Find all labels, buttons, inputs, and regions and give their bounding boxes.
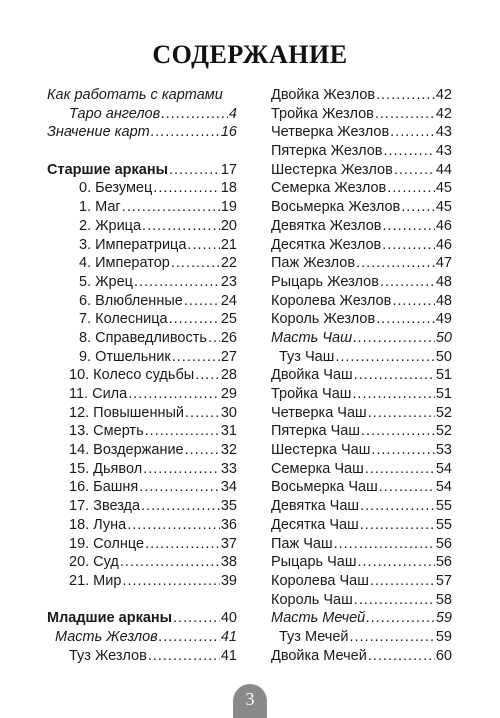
- toc-entry-page: 31: [220, 423, 237, 440]
- toc-leader-dots: [371, 441, 435, 460]
- toc-entry-title: Масть Жезлов: [55, 628, 158, 645]
- toc-entry-page: 36: [220, 516, 237, 533]
- toc-entry-page: 35: [220, 498, 237, 515]
- toc-leader-dots: [361, 422, 435, 441]
- toc-entry-title: Паж Чаш: [271, 535, 333, 552]
- toc-leader-dots: [368, 647, 435, 666]
- toc-entry-title: Семерка Жезлов: [271, 180, 387, 197]
- toc-entry[interactable]: [47, 198, 237, 217]
- toc-entry-title: 17. Звезда: [69, 498, 141, 515]
- toc-entry-title: 4. Император: [79, 255, 170, 272]
- toc-entry[interactable]: [271, 161, 452, 180]
- toc-entry-page: 50: [435, 329, 452, 346]
- toc-entry-title: 16. Башня: [69, 479, 139, 496]
- toc-entry-title: 13. Смерть: [69, 423, 144, 440]
- toc-entry[interactable]: [271, 647, 452, 666]
- toc-entry-title: Король Жезлов: [271, 311, 376, 328]
- toc-entry-page: 54: [435, 479, 452, 496]
- toc-spacer: [47, 142, 237, 161]
- toc-entry-title: Рыцарь Жезлов: [271, 273, 379, 290]
- toc-entry-title: 6. Влюбленные: [79, 292, 183, 309]
- toc-entry-page: 20: [220, 217, 237, 234]
- toc-entry[interactable]: [271, 198, 452, 217]
- toc-entry[interactable]: [47, 609, 237, 628]
- toc-leader-dots: [365, 460, 435, 479]
- toc-entry[interactable]: [47, 478, 237, 497]
- toc-entry-page: 56: [435, 535, 452, 552]
- toc-entry-title: Четверка Чаш: [271, 404, 367, 421]
- toc-leader-dots: [360, 497, 435, 516]
- page-number-badge: 3: [233, 684, 267, 718]
- toc-entry-title: Пятерка Жезлов: [271, 143, 383, 160]
- toc-entry-page: 43: [435, 143, 452, 160]
- toc-entry[interactable]: [47, 310, 237, 329]
- toc-entry-page: 37: [220, 535, 237, 552]
- toc-entry-title: Таро ангелов: [69, 105, 161, 122]
- toc-entry-title: 21. Мир: [69, 572, 122, 589]
- toc-entry[interactable]: [271, 123, 452, 142]
- toc-entry[interactable]: [271, 441, 452, 460]
- toc-leader-dots: [139, 478, 220, 497]
- toc-leader-dots: [350, 628, 435, 647]
- toc-entry[interactable]: [47, 161, 237, 180]
- toc-entry-title: Рыцарь Чаш: [271, 554, 357, 571]
- toc-entry[interactable]: [271, 236, 452, 255]
- toc-leader-dots: [169, 161, 220, 180]
- toc-entry-page: 46: [435, 236, 452, 253]
- toc-entry[interactable]: [271, 105, 452, 124]
- toc-entry-title: 7. Колесница: [79, 311, 168, 328]
- toc-entry-page: 56: [435, 554, 452, 571]
- toc-entry-page: 34: [220, 479, 237, 496]
- toc-entry-page: 51: [435, 367, 452, 384]
- toc-entry-title: Старшие арканы: [47, 161, 168, 178]
- toc-entry-page: 38: [220, 554, 237, 571]
- toc-leader-dots: [366, 609, 435, 628]
- toc-leader-dots: [360, 516, 435, 535]
- toc-entry[interactable]: [47, 236, 237, 255]
- toc-entry[interactable]: [271, 273, 452, 292]
- toc-entry[interactable]: [271, 348, 452, 367]
- toc-entry-title: 14. Воздержание: [69, 442, 184, 459]
- toc-entry-page: 57: [435, 572, 452, 589]
- toc-entry-title: Восьмерка Чаш: [271, 479, 378, 496]
- toc-entry[interactable]: [271, 553, 452, 572]
- toc-entry-title: Шестерка Чаш: [271, 442, 371, 459]
- toc-entry-page: 46: [435, 217, 452, 234]
- toc-leader-dots: [375, 105, 435, 124]
- toc-entry-page: 30: [220, 404, 237, 421]
- toc-entry[interactable]: [47, 273, 237, 292]
- toc-entry-title: Младшие арканы: [47, 610, 173, 627]
- toc-entry-title: Восьмерка Жезлов: [271, 199, 401, 216]
- toc-entry[interactable]: [271, 609, 452, 628]
- toc-leader-dots: [169, 310, 220, 329]
- toc-leader-dots: [354, 591, 435, 610]
- toc-entry[interactable]: [47, 329, 237, 348]
- toc-entry-title: 19. Солнце: [69, 535, 145, 552]
- toc-entry-page: 54: [435, 460, 452, 477]
- toc-leader-dots: [392, 292, 435, 311]
- page-title: СОДЕРЖАНИЕ: [152, 40, 348, 69]
- toc-entry-title: Пятерка Чаш: [271, 423, 360, 440]
- toc-leader-dots: [356, 254, 435, 273]
- toc-entry-page: 22: [220, 255, 237, 272]
- toc-entry-title: 8. Справедливость: [79, 329, 207, 346]
- toc-leader-dots: [382, 236, 435, 255]
- toc-entry[interactable]: [271, 497, 452, 516]
- toc-leader-dots: [368, 404, 435, 423]
- toc-entry-title: 3. Императрица: [79, 236, 187, 253]
- toc-entry-title: Туз Чаш: [279, 348, 335, 365]
- toc-entry-title: 0. Безумец: [79, 180, 153, 197]
- toc-leader-dots: [376, 310, 435, 329]
- toc-entry-title: Девятка Чаш: [271, 498, 360, 515]
- toc-leader-dots: [145, 535, 220, 554]
- toc-leader-dots: [172, 348, 220, 367]
- toc-entry[interactable]: [47, 497, 237, 516]
- toc-entry-page: 53: [435, 442, 452, 459]
- toc-entry-page: 27: [220, 348, 237, 365]
- toc-entry-title: Двойка Чаш: [271, 367, 353, 384]
- toc-entry[interactable]: [271, 86, 452, 105]
- toc-leader-dots: [187, 236, 219, 255]
- toc-leader-dots: [376, 86, 435, 105]
- toc-entry[interactable]: [47, 441, 237, 460]
- toc-entry-page: 55: [435, 498, 452, 515]
- toc-entry[interactable]: [271, 535, 452, 554]
- toc-entry[interactable]: [47, 217, 237, 236]
- toc-leader-dots: [195, 366, 220, 385]
- toc-entry[interactable]: [47, 105, 237, 124]
- toc-entry-page: 55: [435, 516, 452, 533]
- toc-right-column: [271, 86, 452, 665]
- toc-entry-page: 32: [220, 442, 237, 459]
- toc-entry-title: Как работать с картами: [47, 87, 223, 103]
- toc-entry-page: 50: [435, 348, 452, 365]
- toc-entry[interactable]: [47, 553, 237, 572]
- toc-entry[interactable]: [47, 422, 237, 441]
- toc-entry-title: Туз Мечей: [279, 628, 349, 645]
- toc-leader-dots: [141, 497, 220, 516]
- toc-entry-page: 24: [220, 292, 237, 309]
- toc-entry-title: Десятка Жезлов: [271, 236, 382, 253]
- toc-entry-page: 51: [435, 386, 452, 402]
- toc-entry-page: 23: [220, 273, 237, 290]
- toc-leader-dots: [379, 478, 435, 497]
- toc-entry-title: Шестерка Жезлов: [271, 161, 393, 178]
- toc-entry[interactable]: [47, 123, 237, 142]
- toc-spacer: [47, 591, 237, 610]
- toc-entry-title: Король Чаш: [271, 591, 353, 608]
- toc-leader-dots: [161, 105, 228, 124]
- toc-entry[interactable]: [271, 254, 452, 273]
- toc-entry-page: 42: [435, 105, 452, 122]
- toc-entry-page: 33: [220, 460, 237, 477]
- toc-entry-page: 4: [228, 105, 237, 122]
- toc-entry-title: Королева Жезлов: [271, 292, 392, 309]
- toc-entry-page: 21: [220, 236, 237, 253]
- toc-entry[interactable]: [271, 142, 452, 161]
- toc-entry[interactable]: [47, 647, 237, 666]
- toc-entry-page: 43: [435, 124, 452, 141]
- toc-entry-title: 5. Жрец: [79, 273, 133, 290]
- toc-entry[interactable]: [271, 366, 452, 385]
- toc-entry[interactable]: [271, 217, 452, 236]
- toc-entry-title: Королева Чаш: [271, 572, 369, 589]
- toc-entry-title: Значение карт: [47, 124, 150, 141]
- toc-entry-title: Тройка Чаш: [271, 386, 352, 402]
- toc-entry-title: Девятка Жезлов: [271, 217, 382, 234]
- toc-entry-page: 41: [220, 647, 237, 664]
- toc-leader-dots: [173, 609, 220, 628]
- toc-leader-dots: [159, 628, 220, 647]
- toc-entry[interactable]: [271, 460, 452, 479]
- toc-leader-dots: [185, 441, 220, 460]
- toc-entry[interactable]: [271, 478, 452, 497]
- toc-entry[interactable]: [47, 86, 237, 105]
- toc-leader-dots: [153, 179, 220, 198]
- toc-entry[interactable]: [271, 329, 452, 348]
- toc-leader-dots: [142, 217, 220, 236]
- toc-entry[interactable]: [271, 591, 452, 610]
- toc-entry-page: 18: [220, 180, 237, 197]
- toc-entry-page: 41: [220, 628, 237, 645]
- toc-entry[interactable]: [271, 572, 452, 591]
- toc-leader-dots: [151, 123, 220, 142]
- toc-entry[interactable]: [47, 535, 237, 554]
- toc-leader-dots: [353, 329, 435, 348]
- toc-entry-page: 26: [220, 329, 237, 346]
- toc-leader-dots: [390, 123, 435, 142]
- toc-entry-page: 29: [220, 386, 237, 402]
- toc-leader-dots: [122, 572, 219, 591]
- toc-entry-page: 47: [435, 255, 452, 272]
- toc-entry-page: 40: [220, 610, 237, 627]
- toc-entry-page: 25: [220, 311, 237, 328]
- toc-leader-dots: [171, 254, 220, 273]
- toc-leader-dots: [185, 404, 220, 423]
- toc-leader-dots: [128, 385, 220, 404]
- toc-leader-dots: [354, 366, 435, 385]
- toc-entry-title: Туз Жезлов: [69, 647, 147, 664]
- toc-entry-page: 17: [220, 161, 237, 178]
- toc-entry-title: 9. Отшельник: [79, 348, 171, 365]
- toc-entry[interactable]: [271, 292, 452, 311]
- toc-entry[interactable]: [47, 516, 237, 535]
- toc-entry-page: 44: [435, 161, 452, 178]
- toc-entry[interactable]: [271, 422, 452, 441]
- toc-entry-title: Четверка Жезлов: [271, 124, 390, 141]
- toc-entry-title: 2. Жрица: [79, 217, 142, 234]
- toc-entry[interactable]: [271, 516, 452, 535]
- toc-entry-title: Двойка Жезлов: [271, 87, 376, 103]
- toc-entry[interactable]: [47, 348, 237, 367]
- toc-entry-page: 48: [435, 292, 452, 309]
- toc-leader-dots: [127, 516, 220, 535]
- toc-leader-dots: [401, 198, 435, 217]
- toc-entry-title: Двойка Мечей: [271, 647, 367, 664]
- toc-entry[interactable]: [47, 254, 237, 273]
- toc-leader-dots: [334, 535, 435, 554]
- toc-entry-title: 15. Дьявол: [69, 460, 143, 477]
- toc-entry[interactable]: [47, 460, 237, 479]
- toc-leader-dots: [143, 460, 220, 479]
- toc-leader-dots: [357, 553, 434, 572]
- toc-entry-title: 11. Сила: [69, 386, 128, 402]
- toc-leader-dots: [394, 161, 435, 180]
- toc-entry[interactable]: [47, 385, 237, 404]
- toc-leader-dots: [120, 553, 220, 572]
- toc-entry[interactable]: [271, 385, 452, 404]
- toc-entry-title: Десятка Чаш: [271, 516, 359, 533]
- toc-leader-dots: [383, 217, 435, 236]
- toc-entry-page: 52: [435, 404, 452, 421]
- toc-entry-page: 58: [435, 591, 452, 608]
- toc-entry-page: 48: [435, 273, 452, 290]
- toc-entry-page: 59: [435, 610, 452, 627]
- toc-entry[interactable]: [47, 366, 237, 385]
- toc-entry-page: 16: [220, 124, 237, 141]
- toc-leader-dots: [387, 179, 435, 198]
- toc-entry-title: 18. Луна: [69, 516, 127, 533]
- toc-leader-dots: [148, 647, 220, 666]
- toc-leader-dots: [208, 329, 220, 348]
- toc-leader-dots: [134, 273, 220, 292]
- toc-entry[interactable]: [47, 292, 237, 311]
- toc-left-column: [47, 86, 237, 665]
- toc-entry-title: Семерка Чаш: [271, 460, 364, 477]
- toc-leader-dots: [184, 292, 220, 311]
- toc-entry-page: 60: [435, 647, 452, 664]
- toc-entry-page: 59: [435, 628, 452, 645]
- toc-entry-page: 39: [220, 572, 237, 589]
- toc-entry-page: 45: [435, 199, 452, 216]
- toc-entry[interactable]: [271, 310, 452, 329]
- toc-entry-title: Масть Чаш: [271, 329, 353, 346]
- toc-leader-dots: [380, 273, 435, 292]
- toc-leader-dots: [370, 572, 435, 591]
- toc-entry[interactable]: [271, 628, 452, 647]
- toc-leader-dots: [145, 422, 220, 441]
- toc-entry[interactable]: [47, 179, 237, 198]
- toc-entry-page: 52: [435, 423, 452, 440]
- toc-entry-page: 45: [435, 180, 452, 197]
- toc-leader-dots: [352, 385, 434, 404]
- toc-entry[interactable]: [47, 404, 237, 423]
- toc-entry-title: 1. Маг: [79, 199, 121, 216]
- toc-entry-page: 49: [435, 311, 452, 328]
- toc-entry-title: Масть Мечей: [271, 610, 366, 627]
- toc-leader-dots: [383, 142, 434, 161]
- toc-entry[interactable]: [271, 179, 452, 198]
- toc-entry-title: Тройка Жезлов: [271, 105, 374, 122]
- toc-entry-title: 20. Суд: [69, 554, 119, 571]
- toc-entry-page: 19: [220, 199, 237, 216]
- toc-entry-title: 12. Повышенный: [69, 404, 185, 421]
- toc-entry-title: 10. Колесо судьбы: [69, 367, 195, 384]
- toc-entry-page: 28: [220, 367, 237, 384]
- toc-entry-page: 42: [435, 87, 452, 103]
- toc-entry[interactable]: [47, 628, 237, 647]
- toc-leader-dots: [335, 348, 435, 367]
- toc-entry[interactable]: [271, 404, 452, 423]
- toc-entry[interactable]: [47, 572, 237, 591]
- toc-entry-title: Паж Жезлов: [271, 255, 356, 272]
- toc-leader-dots: [122, 198, 220, 217]
